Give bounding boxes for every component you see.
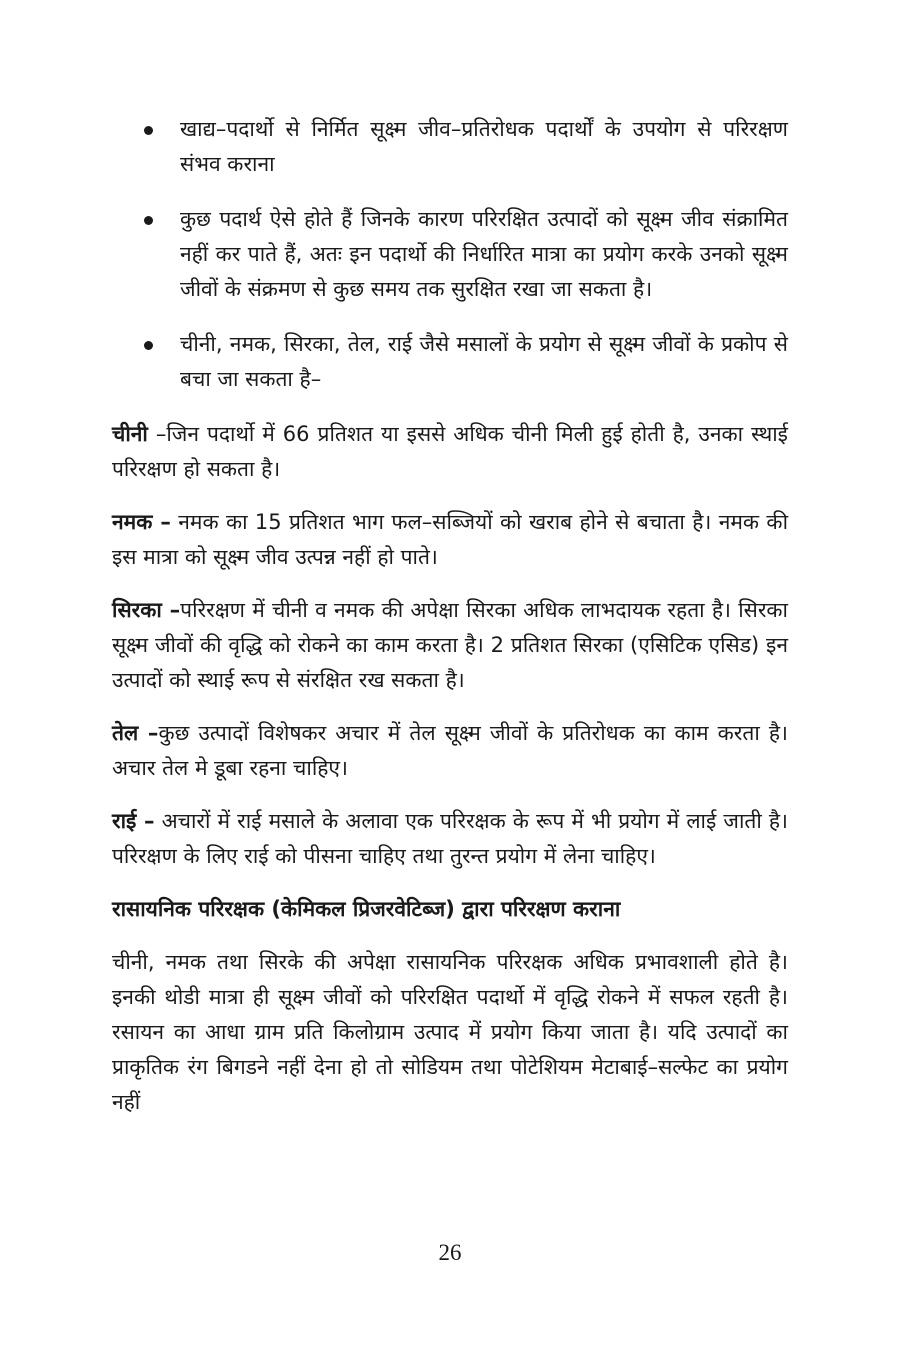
bullet-item	[180, 112, 788, 182]
term-label: तेल –	[112, 721, 159, 745]
bullet-text: चीनी, नमक, सिरका, तेल, राई जैसे मसालों के प्रयोग से सूक्ष्म जीवों के प्रकोप से बचा जा सकता है–	[180, 332, 788, 391]
bullet-dot-icon	[144, 341, 153, 350]
bullet-item	[180, 202, 788, 307]
term-label: चीनी	[112, 422, 148, 446]
section-heading: रासायनिक परिरक्षक (केमिकल प्रिजरवेटिब्ज) द्वारा परिरक्षण कराना	[112, 897, 621, 921]
preservative-oil	[112, 716, 788, 786]
term-description: कुछ उत्पादों विशेषकर अचार में तेल सूक्ष्म जीवों के प्रतिरोधक का काम करता है। अचार तेल मे डूबा रहना चाहिए।	[112, 721, 788, 780]
term-label: सिरका –	[112, 598, 181, 622]
closing-paragraph: चीनी, नमक तथा सिरके की अपेक्षा रासायनिक परिरक्षक अधिक प्रभावशाली होते है। इनकी थोडी मात्रा ही सूक्ष्म जीवों को परिरक्षित पदार्थो में वृद्धि रोकने में सफल रहती है। रसायन का आधा ग्राम प्रति किलोग्राम उत्पाद में प्रयोग किया जाता है। यदि उत्पादों का प्राकृतिक रंग बिगडने नहीं देना हो तो सोडियम तथा पोटेशियम मेटाबाई–सल्फेट का प्रयोग नहीं	[112, 950, 788, 1114]
preservative-mustard	[112, 804, 788, 874]
term-label: नमक –	[112, 510, 171, 534]
bullet-list	[180, 112, 788, 397]
page-number: 26	[438, 1240, 462, 1265]
preservative-vinegar	[112, 593, 788, 698]
bullet-item	[180, 327, 788, 397]
term-description: –जिन पदार्थो में 66 प्रतिशत या इससे अधिक चीनी मिली हुई होती है, उनका स्थाई परिरक्षण हो सकता है।	[112, 422, 788, 481]
page-body	[112, 112, 788, 1138]
bullet-text: कुछ पदार्थ ऐसे होते हैं जिनके कारण परिरक्षित उत्पादों को सूक्ष्म जीव संक्रामित नहीं कर पाते हैं, अतः इन पदार्थो की निर्धारित मात्रा का प्रयोग करके उनको सूक्ष्म जीवों के संक्रमण से कुछ समय तक सुरक्षित रखा जा सकता है।	[180, 207, 788, 301]
term-description: नमक का 15 प्रतिशत भाग फल–सब्जियों को खराब होने से बचाता है। नमक की इस मात्रा को सूक्ष्म जीव उत्पन्न नहीं हो पाते।	[112, 510, 789, 569]
preservative-sugar	[112, 417, 788, 487]
bullet-text: खाद्य–पदार्थो से निर्मित सूक्ष्म जीव–प्रतिरोधक पदार्थों के उपयोग से परिरक्षण संभव कराना	[180, 117, 788, 176]
preservative-salt	[112, 505, 788, 575]
bullet-dot-icon	[144, 126, 153, 135]
bullet-dot-icon	[144, 216, 153, 225]
term-description: परिरक्षण में चीनी व नमक की अपेक्षा सिरका अधिक लाभदायक रहता है। सिरका सूक्ष्म जीवों की वृद्धि को रोकने का काम करता है। 2 प्रतिशत सिरका (एसिटिक एसिड) इन उत्पादों को स्थाई रूप से संरक्षित रख सकता है।	[112, 598, 788, 692]
term-label: राई –	[112, 809, 155, 833]
term-description: अचारों में राई मसाले के अलावा एक परिरक्षक के रूप में भी प्रयोग में लाई जाती है। परिरक्षण के लिए राई को पीसना चाहिए तथा तुरन्त प्रयोग में लेना चाहिए।	[112, 809, 788, 868]
